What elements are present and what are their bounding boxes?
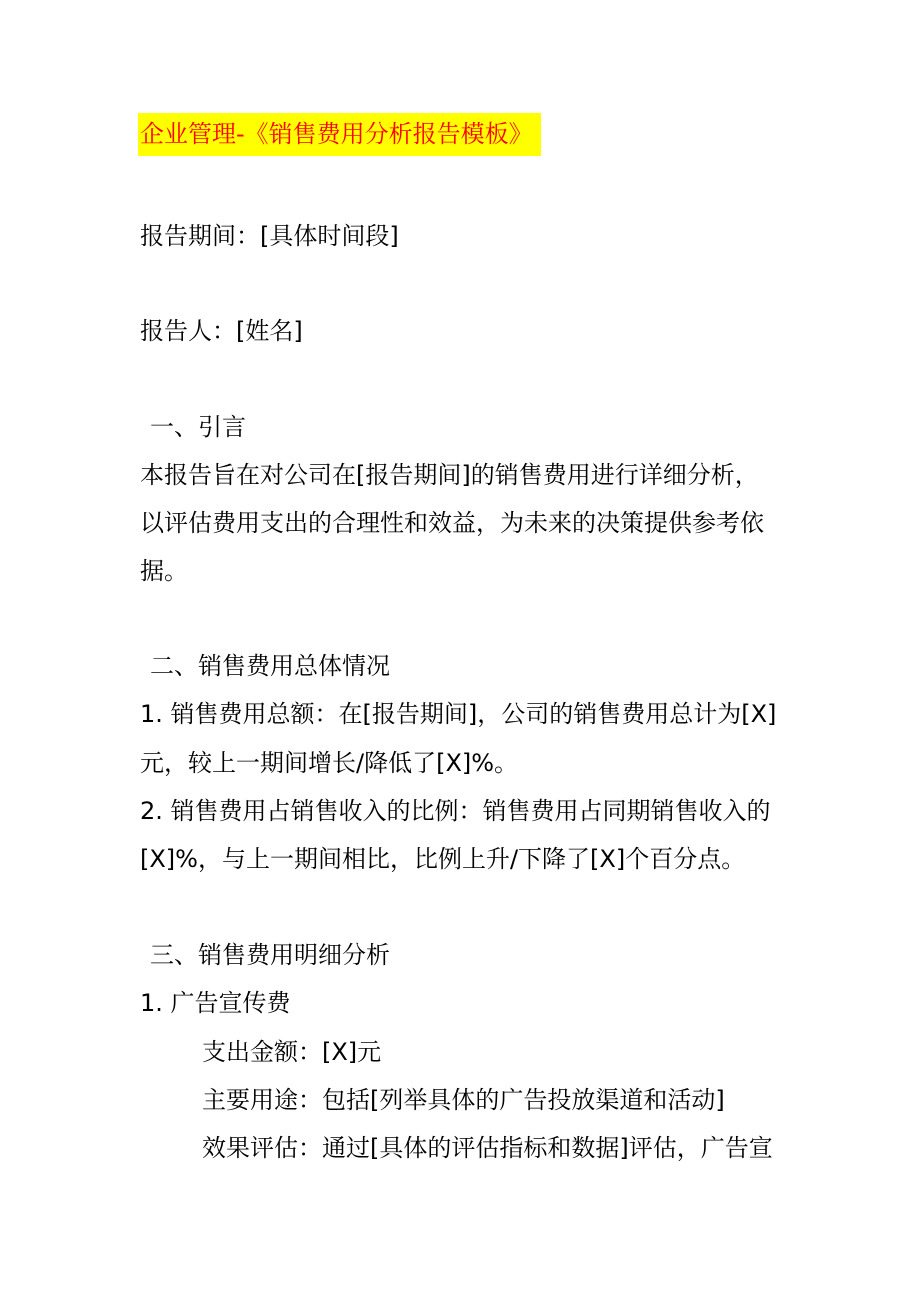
detail-sub-line: 效果评估：通过[具体的评估指标和数据]评估，广告宣: [202, 1134, 773, 1162]
intro-paragraph-line: 以评估费用支出的合理性和效益，为未来的决策提供参考依: [140, 509, 764, 537]
overview-paragraph-line: [X]%，与上一期间相比，比例上升/下降了[X]个百分点。: [140, 845, 746, 873]
section-heading-intro: 一、引言: [150, 413, 246, 441]
reporter: 报告人：[姓名]: [140, 317, 303, 345]
intro-paragraph-line: 据。: [140, 557, 188, 585]
document-title: 企业管理-《销售费用分析报告模板》: [138, 113, 541, 156]
overview-paragraph-line: 元，较上一期间增长/降低了[X]%。: [140, 749, 519, 777]
intro-paragraph-line: 本报告旨在对公司在[报告期间]的销售费用进行详细分析，: [140, 461, 759, 489]
section-heading-overview: 二、销售费用总体情况: [150, 652, 390, 680]
overview-paragraph-line: 1. 销售费用总额：在[报告期间]，公司的销售费用总计为[X]: [140, 700, 777, 728]
detail-sub-line: 支出金额：[X]元: [202, 1038, 382, 1066]
section-heading-detail: 三、销售费用明细分析: [150, 941, 390, 969]
detail-sub-line: 主要用途：包括[列举具体的广告投放渠道和活动]: [202, 1086, 725, 1114]
detail-item-title: 1. 广告宣传费: [140, 989, 291, 1017]
overview-paragraph-line: 2. 销售费用占销售收入的比例：销售费用占同期销售收入的: [140, 797, 771, 825]
report-period: 报告期间：[具体时间段]: [140, 222, 399, 250]
